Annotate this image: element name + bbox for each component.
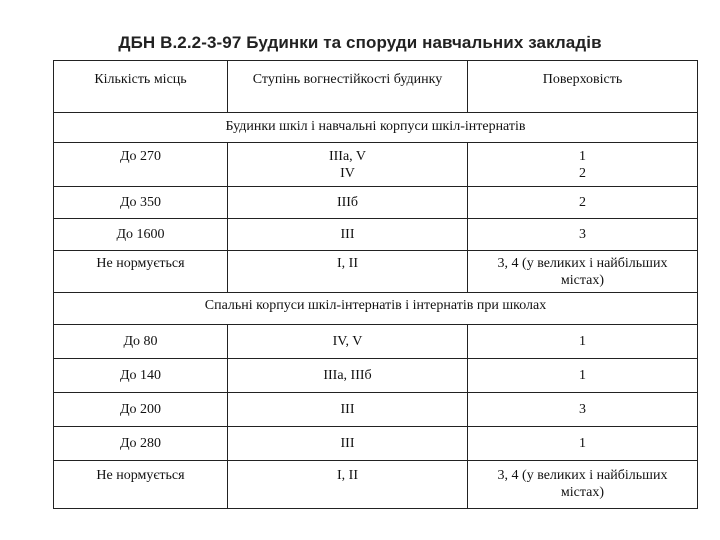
- header-places: Кількість місць: [54, 61, 228, 113]
- cell-line: 3, 4 (у великих і найбільших: [497, 468, 668, 483]
- cell-places: До 270: [54, 143, 228, 187]
- header-floors: Поверховість: [468, 61, 698, 113]
- cell-fire-resistance: III: [228, 219, 468, 251]
- table-row: [54, 219, 698, 251]
- table-row: [54, 187, 698, 219]
- cell-floors: 3: [468, 219, 698, 251]
- cell-places: До 200: [54, 393, 228, 427]
- header-fire-resistance: [228, 61, 468, 113]
- section-row: [54, 293, 698, 325]
- table-row: [54, 251, 698, 293]
- section-title: Будинки шкіл і навчальні корпуси шкіл-інтернатів: [54, 113, 698, 143]
- cell-places: До 140: [54, 359, 228, 393]
- cell-line: IV: [340, 166, 355, 181]
- cell-places: Не нормується: [54, 251, 228, 293]
- cell-floors: 3: [468, 393, 698, 427]
- section-title: Спальні корпуси шкіл-інтернатів і інтернатів при школах: [54, 293, 698, 325]
- regulation-table: [53, 60, 698, 509]
- table-row: [54, 359, 698, 393]
- cell-floors: 1: [468, 325, 698, 359]
- page-title: ДБН В.2.2-3-97 Будинки та споруди навчальних закладів: [118, 33, 602, 52]
- table-row: [54, 143, 698, 187]
- cell-floors: [468, 461, 698, 509]
- cell-floors: 1: [468, 427, 698, 461]
- cell-floors: 1: [468, 359, 698, 393]
- cell-fire-resistance: IV, V: [228, 325, 468, 359]
- cell-places: До 350: [54, 187, 228, 219]
- cell-places: До 1600: [54, 219, 228, 251]
- header-row: [54, 61, 698, 113]
- cell-line: 3, 4 (у великих і найбільших: [497, 256, 668, 271]
- cell-floors: [468, 251, 698, 293]
- cell-fire-resistance: [228, 143, 468, 187]
- cell-floors: [468, 143, 698, 187]
- cell-fire-resistance: IIIa, IIIб: [228, 359, 468, 393]
- cell-floors: 2: [468, 187, 698, 219]
- cell-line: 2: [579, 166, 586, 181]
- cell-fire-resistance: III: [228, 393, 468, 427]
- cell-fire-resistance: I, II: [228, 461, 468, 509]
- header-fire-resistance-label: Ступінь вогнестійкості будинку: [252, 72, 443, 87]
- cell-places: Не нормується: [54, 461, 228, 509]
- cell-line: містах): [560, 485, 605, 500]
- table-row: [54, 461, 698, 509]
- cell-fire-resistance: I, II: [228, 251, 468, 293]
- cell-fire-resistance: III: [228, 427, 468, 461]
- table-row: [54, 393, 698, 427]
- cell-places: До 80: [54, 325, 228, 359]
- cell-places: До 280: [54, 427, 228, 461]
- cell-line: IIIa, V: [328, 149, 367, 164]
- cell-line: 1: [579, 149, 586, 164]
- table-row: [54, 427, 698, 461]
- cell-line: містах): [560, 273, 605, 288]
- cell-fire-resistance: IIIб: [228, 187, 468, 219]
- section-row: [54, 113, 698, 143]
- table-row: [54, 325, 698, 359]
